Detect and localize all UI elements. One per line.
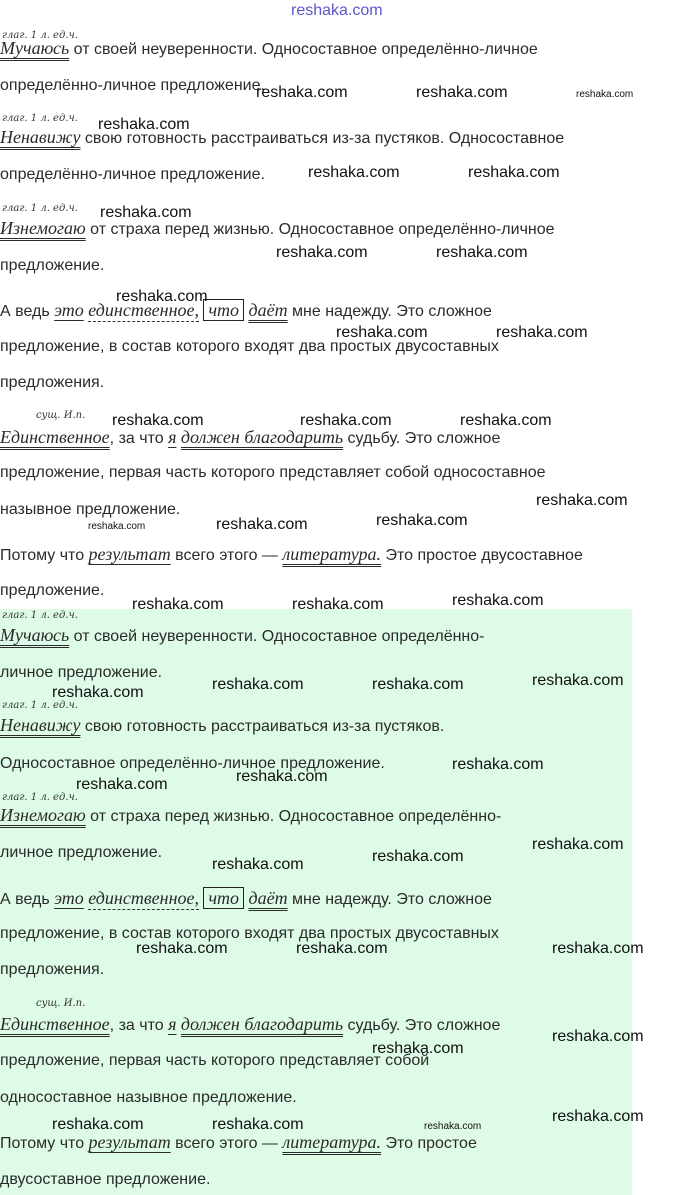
watermark: reshaka.com — [300, 412, 392, 429]
nominal-word: Единственное — [0, 1014, 110, 1034]
annotation-verb: глаг. 1 л. ед.ч. — [2, 113, 78, 124]
predicate-word: Ненавижу — [0, 127, 81, 147]
annotation-verb: глаг. 1 л. ед.ч. — [2, 700, 78, 711]
subject-word: результат — [88, 1132, 171, 1152]
text-line: Односоставное определённо-личное предложение. — [0, 755, 385, 772]
watermark: reshaka.com — [336, 324, 428, 341]
predicate-word: Мучаюсь — [0, 625, 70, 645]
watermark: reshaka.com — [416, 84, 508, 101]
watermark: reshaka.com — [76, 776, 168, 793]
annotation-noun: сущ. И.п. — [36, 410, 86, 421]
watermark: reshaka.com — [424, 1121, 482, 1132]
text-line: личное предложение. — [0, 844, 163, 861]
watermark: reshaka.com — [452, 592, 544, 609]
watermark: reshaka.com — [292, 596, 384, 613]
text-line: односоставное назывное предложение. — [0, 1089, 297, 1106]
predicate-word: Изнемогаю — [0, 805, 86, 825]
watermark: reshaka.com — [372, 848, 464, 865]
text-line: предложение, первая часть которого представляет собой односоставное — [0, 464, 546, 481]
watermark: reshaka.com — [552, 1108, 644, 1125]
text-line: предложение. — [0, 582, 105, 599]
annotation-verb: глаг. 1 л. ед.ч. — [2, 792, 78, 803]
watermark: reshaka.com — [452, 756, 544, 773]
watermark: reshaka.com — [372, 676, 464, 693]
attribute-word: единственное, — [88, 300, 199, 320]
predicate-word: должен благодарить — [180, 1014, 344, 1034]
watermark: reshaka.com — [308, 164, 400, 181]
annotation-verb: глаг. 1 л. ед.ч. — [2, 30, 78, 41]
watermark: reshaka.com — [496, 324, 588, 341]
watermark: reshaka.com — [576, 89, 634, 100]
watermark: reshaka.com — [460, 412, 552, 429]
text-line: Ненавижу свою готовность расстраиваться из-за пустяков. Односоставное — [0, 127, 565, 147]
predicate-word: даёт — [248, 300, 288, 320]
watermark: reshaka.com — [236, 768, 328, 785]
watermark: reshaka.com — [212, 1116, 304, 1133]
watermark: reshaka.com — [132, 596, 224, 613]
watermark: reshaka.com — [276, 244, 368, 261]
watermark: reshaka.com — [88, 521, 146, 532]
text-line: предложение. — [0, 257, 105, 274]
watermark: reshaka.com — [536, 492, 628, 509]
watermark: reshaka.com — [136, 940, 228, 957]
watermark: reshaka.com — [552, 940, 644, 957]
text-line: Изнемогаю от страха перед жизнью. Односоставное определённо-личное — [0, 218, 555, 238]
predicate-word: Мучаюсь — [0, 38, 70, 58]
subject-word: это — [54, 888, 84, 908]
conjunction-word: что — [203, 887, 244, 909]
predicate-word: должен благодарить — [180, 427, 344, 447]
subject-word: результат — [88, 544, 171, 564]
watermark: reshaka.com — [256, 84, 348, 101]
predicate-word: литература. — [282, 544, 381, 564]
text-line: Мучаюсь от своей неуверенности. Односоставное определённо-личное — [0, 38, 538, 58]
watermark: reshaka.com — [532, 672, 624, 689]
annotation-noun: сущ. И.п. — [36, 998, 86, 1009]
annotation-verb: глаг. 1 л. ед.ч. — [2, 610, 78, 621]
text-line: А ведь это единственное, что даёт мне надежду. Это сложное — [0, 888, 492, 908]
watermark: reshaka.com — [216, 516, 308, 533]
text-line: двусоставное предложение. — [0, 1171, 211, 1188]
text-line: предложения. — [0, 961, 105, 978]
nominal-word: Единственное — [0, 427, 110, 447]
watermark: reshaka.com — [532, 836, 624, 853]
text-line: определённо-личное предложение. — [0, 77, 265, 94]
predicate-word: Ненавижу — [0, 715, 81, 735]
watermark: reshaka.com — [116, 288, 208, 305]
subject-word: это — [54, 300, 84, 320]
text-line: Изнемогаю от страха перед жизнью. Односоставное определённо- — [0, 805, 502, 825]
predicate-word: Изнемогаю — [0, 218, 86, 238]
annotation-verb: глаг. 1 л. ед.ч. — [2, 203, 78, 214]
text-line: личное предложение. — [0, 664, 163, 681]
watermark: reshaka.com — [552, 1028, 644, 1045]
watermark: reshaka.com — [212, 676, 304, 693]
predicate-word: литература. — [282, 1132, 381, 1152]
text-line: предложение, в состав которого входят два простых двусоставных — [0, 925, 499, 942]
watermark: reshaka.com — [100, 204, 192, 221]
text-line: определённо-личное предложение. — [0, 166, 265, 183]
text-line: Мучаюсь от своей неуверенности. Односоставное определённо- — [0, 625, 485, 645]
text-line: Потому что результат всего этого — литература. Это простое — [0, 1132, 477, 1152]
attribute-word: единственное, — [88, 888, 199, 908]
watermark: reshaka.com — [98, 116, 190, 133]
text-line: Потому что результат всего этого — литература. Это простое двусоставное — [0, 544, 583, 564]
text-line: назывное предложение. — [0, 501, 181, 518]
watermark: reshaka.com — [52, 684, 144, 701]
text-line: предложение, в состав которого входят два простых двусоставных — [0, 338, 499, 355]
text-line: Единственное, за что я должен благодарить судьбу. Это сложное — [0, 427, 501, 447]
watermark: reshaka.com — [212, 856, 304, 873]
watermark: reshaka.com — [468, 164, 560, 181]
subject-word: я — [168, 1014, 177, 1034]
predicate-word: даёт — [248, 888, 288, 908]
watermark: reshaka.com — [291, 2, 383, 19]
watermark: reshaka.com — [296, 940, 388, 957]
text-line: предложения. — [0, 374, 105, 391]
text-line: Единственное, за что я должен благодарить судьбу. Это сложное — [0, 1014, 501, 1034]
watermark: reshaka.com — [372, 1040, 464, 1057]
text-line: Ненавижу свою готовность расстраиваться из-за пустяков. — [0, 715, 445, 735]
watermark: reshaka.com — [112, 412, 204, 429]
text-line: предложение, первая часть которого представляет собой — [0, 1052, 430, 1069]
watermark: reshaka.com — [436, 244, 528, 261]
subject-word: я — [168, 427, 177, 447]
watermark: reshaka.com — [52, 1116, 144, 1133]
watermark: reshaka.com — [376, 512, 468, 529]
conjunction-word: что — [203, 299, 244, 321]
text-line: А ведь это единственное, что даёт мне надежду. Это сложное — [0, 300, 492, 320]
